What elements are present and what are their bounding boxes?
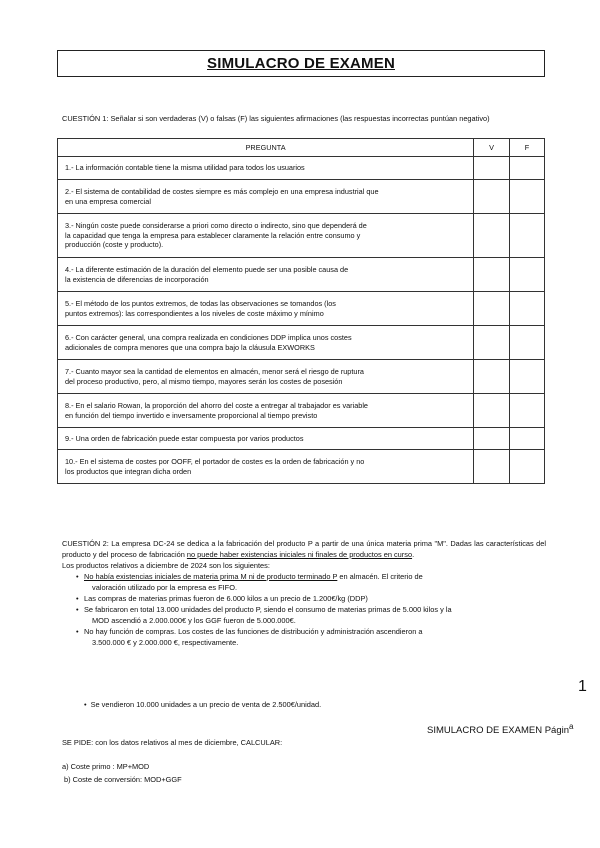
question-row [58, 258, 545, 292]
calc-item-a: a) Coste primo : MP+MOD [62, 762, 150, 771]
statement-text: 7.- Cuanto mayor sea la cantidad de elementos en almacén, menor será el riesgo de ruptura del proceso productivo, pero, al mismo tiempo, mayores serán los costes de posesión [65, 366, 364, 386]
question-1-table [57, 138, 545, 484]
answer-cell-true[interactable] [474, 180, 510, 214]
list-item: • No hay función de compras. Los costes de las funciones de distribución y administración ascendieron a 3.500.000 € y 2.000.000 €, respectivamente. [76, 627, 423, 647]
answer-cell-false[interactable] [510, 214, 545, 258]
answer-cell-false[interactable] [510, 258, 545, 292]
bullet-icon: • [76, 627, 79, 636]
statement-text: 9.- Una orden de fabricación puede estar compuesta por varios productos [65, 433, 304, 443]
sales-bullet: • Se vendieron 10.000 unidades a un precio de venta de 2.500€/unidad. [84, 700, 322, 709]
question-statement [58, 360, 474, 394]
question-2 [62, 538, 546, 648]
answer-cell-true[interactable] [474, 428, 510, 450]
bullet-icon: • [76, 572, 79, 581]
answer-cell-false[interactable] [510, 428, 545, 450]
question-statement [58, 214, 474, 258]
list-item: • Las compras de materias primas fueron de 6.000 kilos a un precio de 1.200€/kg (DDP) [76, 594, 368, 603]
answer-cell-false[interactable] [510, 450, 545, 484]
answer-cell-true[interactable] [474, 258, 510, 292]
question-row [58, 428, 545, 450]
statement-text: 6.- Con carácter general, una compra realizada en condiciones DDP implica unos costes adicionales de compra menores que una compra bajo la cláusula EXWORKS [65, 332, 352, 352]
products-line: Los productos relativos a diciembre de 2024 son los siguientes: [62, 561, 270, 570]
bullet-icon: • [84, 700, 87, 709]
table-header-row [58, 139, 545, 157]
answer-cell-true[interactable] [474, 326, 510, 360]
question-statement [58, 157, 474, 180]
question-statement [58, 180, 474, 214]
question-statement [58, 292, 474, 326]
bullet-icon: • [76, 594, 79, 603]
statement-text: 2.- El sistema de contabilidad de costes siempre es más complejo en una empresa industrial que en una empresa comercial [65, 186, 379, 206]
se-pide-heading: SE PIDE: con los datos relativos al mes de diciembre, CALCULAR: [62, 738, 283, 747]
answer-cell-true[interactable] [474, 157, 510, 180]
question-row [58, 450, 545, 484]
answer-cell-false[interactable] [510, 292, 545, 326]
answer-cell-false[interactable] [510, 157, 545, 180]
question-statement [58, 450, 474, 484]
data-bullet-list [62, 571, 546, 648]
question-row [58, 292, 545, 326]
title-box [57, 50, 545, 77]
answer-cell-true[interactable] [474, 292, 510, 326]
answer-cell-false[interactable] [510, 326, 545, 360]
question-row [58, 360, 545, 394]
page-number: 1 [578, 678, 587, 695]
header-question: PREGUNTA [58, 139, 474, 157]
question-row [58, 326, 545, 360]
statement-text: 10.- En el sistema de costes por OOFF, el portador de costes es la orden de fabricación y no los productos que integran dicha orden [65, 456, 365, 476]
answer-cell-true[interactable] [474, 214, 510, 258]
question-row [58, 157, 545, 180]
list-item: • No había existencias iniciales de materia prima M ni de producto terminado P en almacén. El criterio de valoración utilizado por la empresa es FIFO. [76, 572, 423, 592]
question-row [58, 394, 545, 428]
question-statement [58, 394, 474, 428]
statement-text: 5.- El método de los puntos extremos, de todas las observaciones se tomandos (los puntos extremos): las correspondientes a los niveles de coste máximo y mínimo [65, 298, 336, 318]
calc-item-b: b) Coste de conversión: MOD+GGF [64, 775, 182, 784]
answer-cell-true[interactable] [474, 360, 510, 394]
statement-text: 1.- La información contable tiene la misma utilidad para todos los usuarios [65, 163, 305, 173]
question-2-intro: CUESTIÓN 2: La empresa DC-24 se dedica a la fabricación del producto P a partir de una única materia prima "M". Dadas las características del producto y del proceso de fabricación no puede haber existencias iniciales ni finales de productos en curso. [62, 539, 546, 559]
question-statement [58, 428, 474, 450]
answer-cell-true[interactable] [474, 450, 510, 484]
question-1-intro: CUESTIÓN 1: Señalar si son verdaderas (V) o falsas (F) las siguientes afirmaciones (las respuestas incorrectas puntúan negativo) [62, 114, 490, 123]
statement-text: 3.- Ningún coste puede considerarse a priori como directo o indirecto, sino que dependerá de la capacidad que tenga la empresa para establecer claramente la relación entre consumo y producción (coste y producto). [65, 221, 367, 250]
question-row [58, 180, 545, 214]
bullet-icon: • [76, 605, 79, 614]
statement-text: 4.- La diferente estimación de la duración del elemento puede ser una posible causa de la existencia de diferencias de incorporación [65, 264, 349, 284]
statement-text: 8.- En el salario Rowan, la proporción del ahorro del coste a entregar al trabajador es variable en función del tiempo invertido e inversamente proporcional al tiempo previsto [65, 400, 368, 420]
question-row [58, 214, 545, 258]
page-footer: SIMULACRO DE EXAMEN Págin$^a$ [427, 722, 574, 737]
answer-cell-false[interactable] [510, 180, 545, 214]
list-item: • Se fabricaron en total 13.000 unidades del producto P, siendo el consumo de materias primas de 5.000 kilos y la MOD ascendió a 2.000.000€ y los GGF fueron de 5.000.000€. [76, 605, 452, 625]
underlined-condition: no puede haber existencias iniciales ni finales de productos en curso [186, 550, 413, 559]
header-false: F [510, 139, 545, 157]
answer-cell-true[interactable] [474, 394, 510, 428]
question-statement [58, 258, 474, 292]
question-statement [58, 326, 474, 360]
answer-cell-false[interactable] [510, 360, 545, 394]
page-title: SIMULACRO DE EXAMEN [207, 55, 395, 72]
answer-cell-false[interactable] [510, 394, 545, 428]
header-true: V [474, 139, 510, 157]
